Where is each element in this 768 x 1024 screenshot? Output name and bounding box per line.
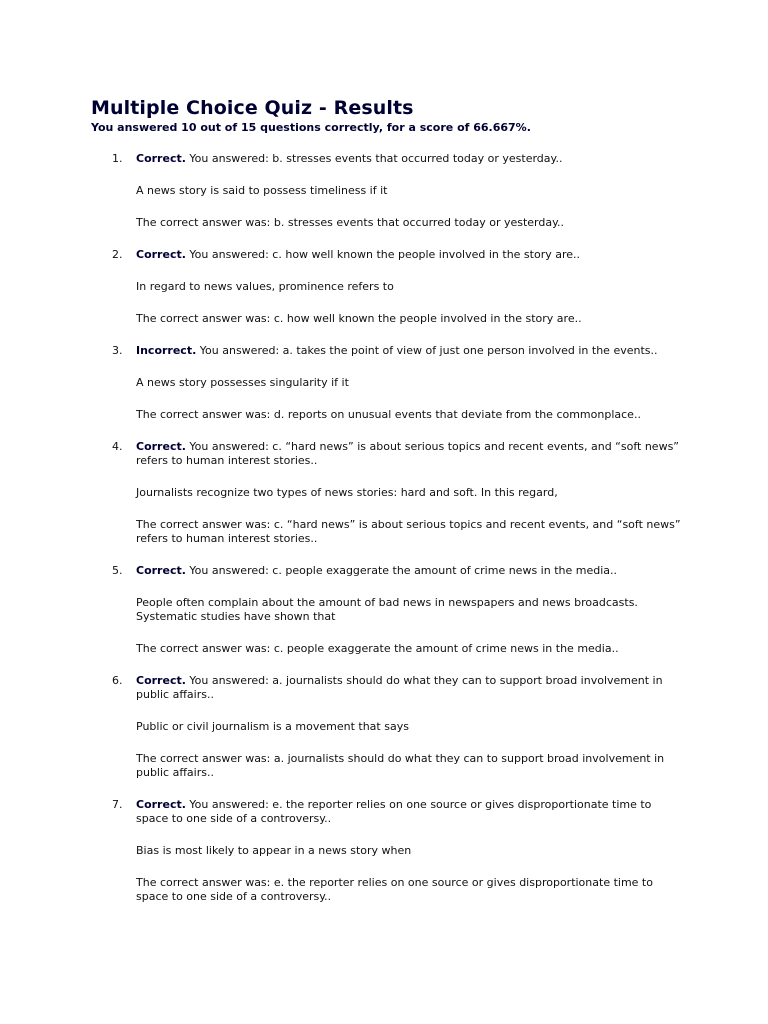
answer-line (136, 564, 681, 578)
question-list (91, 152, 691, 904)
question-text: Journalists recognize two types of news stories: hard and soft. In this regard, (136, 486, 558, 499)
score-summary: You answered 10 out of 15 questions correctly, for a score of 66.667%. (91, 121, 531, 134)
answered-text: You answered: c. how well known the people involved in the story are.. (185, 248, 581, 261)
question-number: 6. (112, 674, 123, 687)
question-text: Public or civil journalism is a movement that says (136, 720, 409, 733)
question-item-4 (91, 440, 691, 546)
correct-answer-text: The correct answer was: c. “hard news” is about serious topics and recent events, and “soft news” refers to human interest stories.. (136, 518, 681, 545)
question-number: 3. (112, 344, 123, 357)
question-item-2 (91, 248, 691, 326)
correct-answer-text: The correct answer was: a. journalists should do what they can to support broad involvement in public affairs.. (136, 752, 665, 779)
result-status: Correct. (136, 152, 186, 165)
question-number: 5. (112, 564, 123, 577)
quiz-results-page (91, 96, 691, 922)
answer-line (136, 152, 681, 166)
answered-text: You answered: c. “hard news” is about serious topics and recent events, and “soft news” refers to human interest stories.. (136, 440, 679, 467)
answer-line (136, 798, 681, 826)
question-text: In regard to news values, prominence refers to (136, 280, 394, 293)
correct-answer-text: The correct answer was: c. people exaggerate the amount of crime news in the media.. (136, 642, 619, 655)
answered-text: You answered: b. stresses events that occurred today or yesterday.. (185, 152, 563, 165)
answer-line (136, 440, 681, 468)
result-status: Correct. (136, 798, 186, 811)
correct-answer-text: The correct answer was: d. reports on unusual events that deviate from the commonplace.. (136, 408, 641, 421)
question-text: A news story is said to possess timeliness if it (136, 184, 388, 197)
answer-line (136, 674, 681, 702)
result-status: Correct. (136, 440, 186, 453)
question-number: 7. (112, 798, 123, 811)
page-title: Multiple Choice Quiz - Results (91, 97, 414, 119)
answer-line (136, 248, 681, 262)
answered-text: You answered: a. takes the point of view of just one person involved in the events.. (196, 344, 658, 357)
question-item-6 (91, 674, 691, 780)
question-item-1 (91, 152, 691, 230)
result-status: Correct. (136, 674, 186, 687)
question-number: 1. (112, 152, 123, 165)
question-number: 4. (112, 440, 123, 453)
result-status: Correct. (136, 248, 186, 261)
result-status: Incorrect. (136, 344, 197, 357)
answered-text: You answered: e. the reporter relies on one source or gives disproportionate time to space to one side of a controversy.. (136, 798, 652, 825)
question-number: 2. (112, 248, 123, 261)
question-text: A news story possesses singularity if it (136, 376, 349, 389)
answered-text: You answered: c. people exaggerate the amount of crime news in the media.. (185, 564, 618, 577)
question-item-7 (91, 798, 691, 904)
question-text: Bias is most likely to appear in a news story when (136, 844, 412, 857)
question-text: People often complain about the amount of bad news in newspapers and news broadcasts. Systematic studies have shown that (136, 596, 638, 623)
answered-text: You answered: a. journalists should do what they can to support broad involvement in public affairs.. (136, 674, 663, 701)
correct-answer-text: The correct answer was: b. stresses events that occurred today or yesterday.. (136, 216, 565, 229)
result-status: Correct. (136, 564, 186, 577)
correct-answer-text: The correct answer was: e. the reporter relies on one source or gives disproportionate time to space to one side of a controversy.. (136, 876, 653, 903)
answer-line (136, 344, 681, 358)
correct-answer-text: The correct answer was: c. how well known the people involved in the story are.. (136, 312, 582, 325)
question-item-3 (91, 344, 691, 422)
question-item-5 (91, 564, 691, 656)
